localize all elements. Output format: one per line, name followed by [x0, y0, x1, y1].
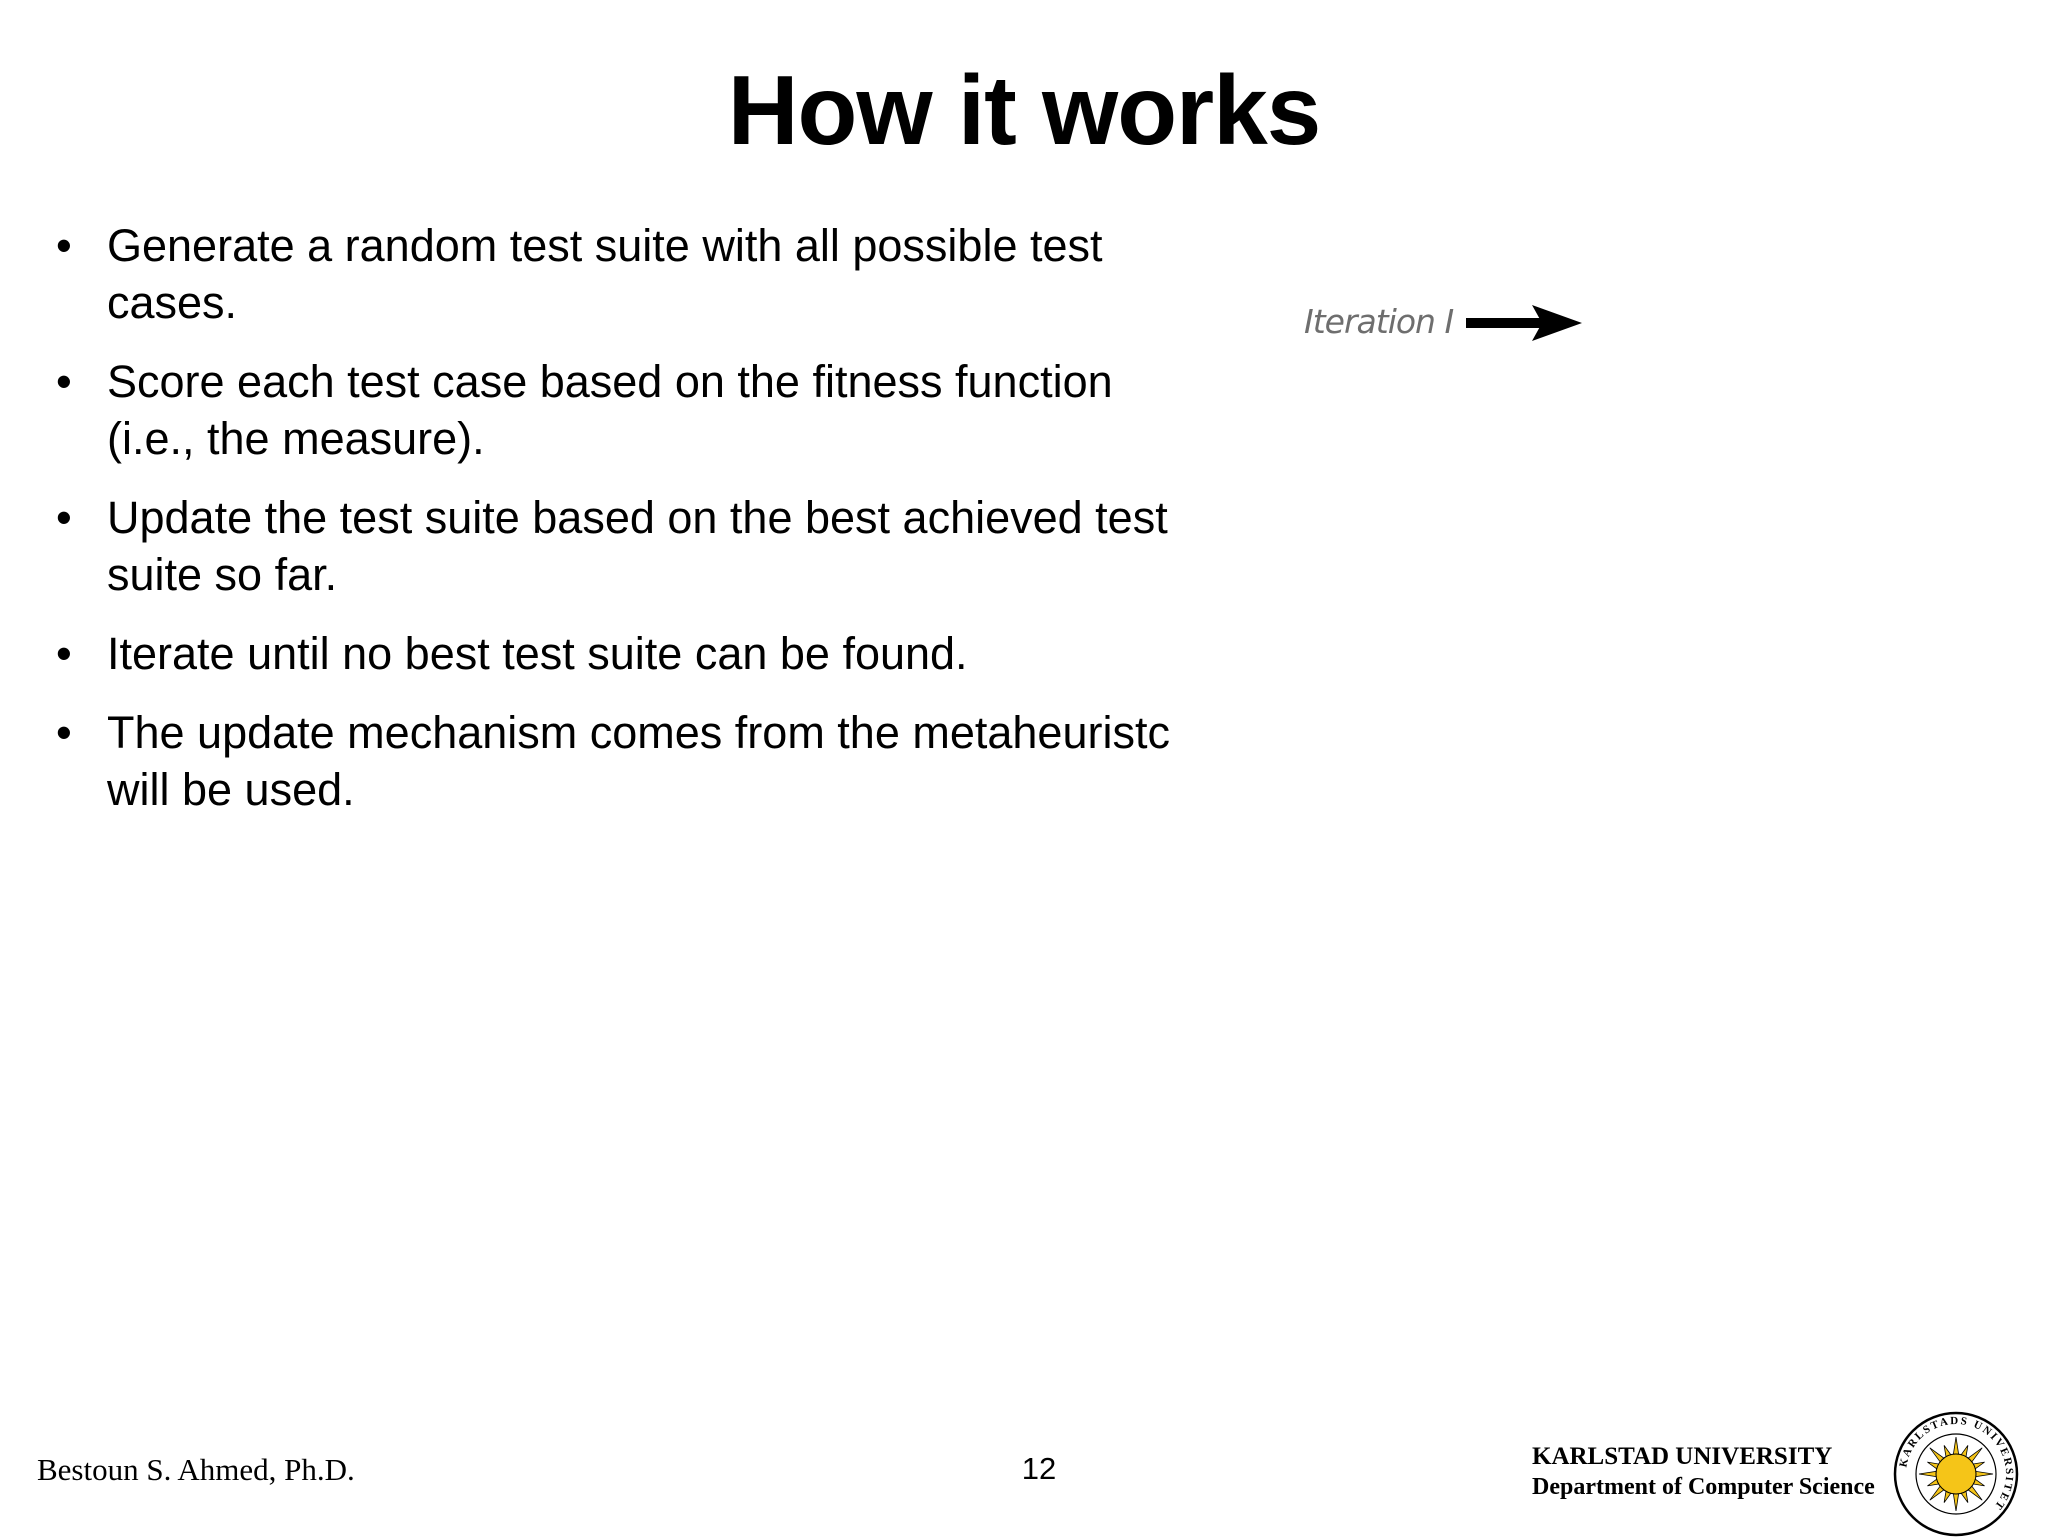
bullet-list	[56, 217, 1256, 840]
bullet-dot-icon: •	[56, 628, 72, 679]
bullet-item-generate	[56, 217, 1256, 331]
page-number: 12	[1021, 1451, 1057, 1486]
footer-author: Bestoun S. Ahmed, Ph.D.	[37, 1452, 355, 1487]
bullet-dot-icon: •	[56, 707, 72, 758]
bullet-line: Score each test case based on the fitness function	[107, 356, 1113, 407]
iteration-label: Iteration I	[1304, 302, 1454, 341]
bullet-line: Generate a random test suite with all possible test	[107, 220, 1103, 271]
bullet-line: (i.e., the measure).	[107, 413, 485, 464]
bullet-item-update	[56, 489, 1256, 603]
bullet-line: Iterate until no best test suite can be found.	[107, 628, 968, 679]
seal-text: KARLSTADS UNIVERSITET	[1897, 1414, 2016, 1513]
university-name: KARLSTAD UNIVERSITY	[1532, 1443, 1833, 1470]
bullet-line: Update the test suite based on the best achieved test	[107, 492, 1168, 543]
bullet-item-iterate	[56, 625, 1256, 682]
sun-seal-icon	[1892, 1410, 2020, 1538]
department-name: Department of Computer Science	[1532, 1474, 1875, 1500]
bullet-item-mechanism	[56, 704, 1256, 818]
bullet-dot-icon: •	[56, 220, 72, 271]
university-block	[1532, 1442, 1875, 1502]
bullet-dot-icon: •	[56, 492, 72, 543]
bullet-dot-icon: •	[56, 356, 72, 407]
bullet-line: cases.	[107, 277, 238, 328]
right-arrow-icon	[1466, 303, 1582, 343]
bullet-line: suite so far.	[107, 549, 338, 600]
bullet-line: The update mechanism comes from the metaheuristc	[107, 707, 1170, 758]
bullet-item-score	[56, 353, 1256, 467]
slide-title: How it works	[727, 55, 1321, 165]
bullet-line: will be used.	[107, 764, 355, 815]
